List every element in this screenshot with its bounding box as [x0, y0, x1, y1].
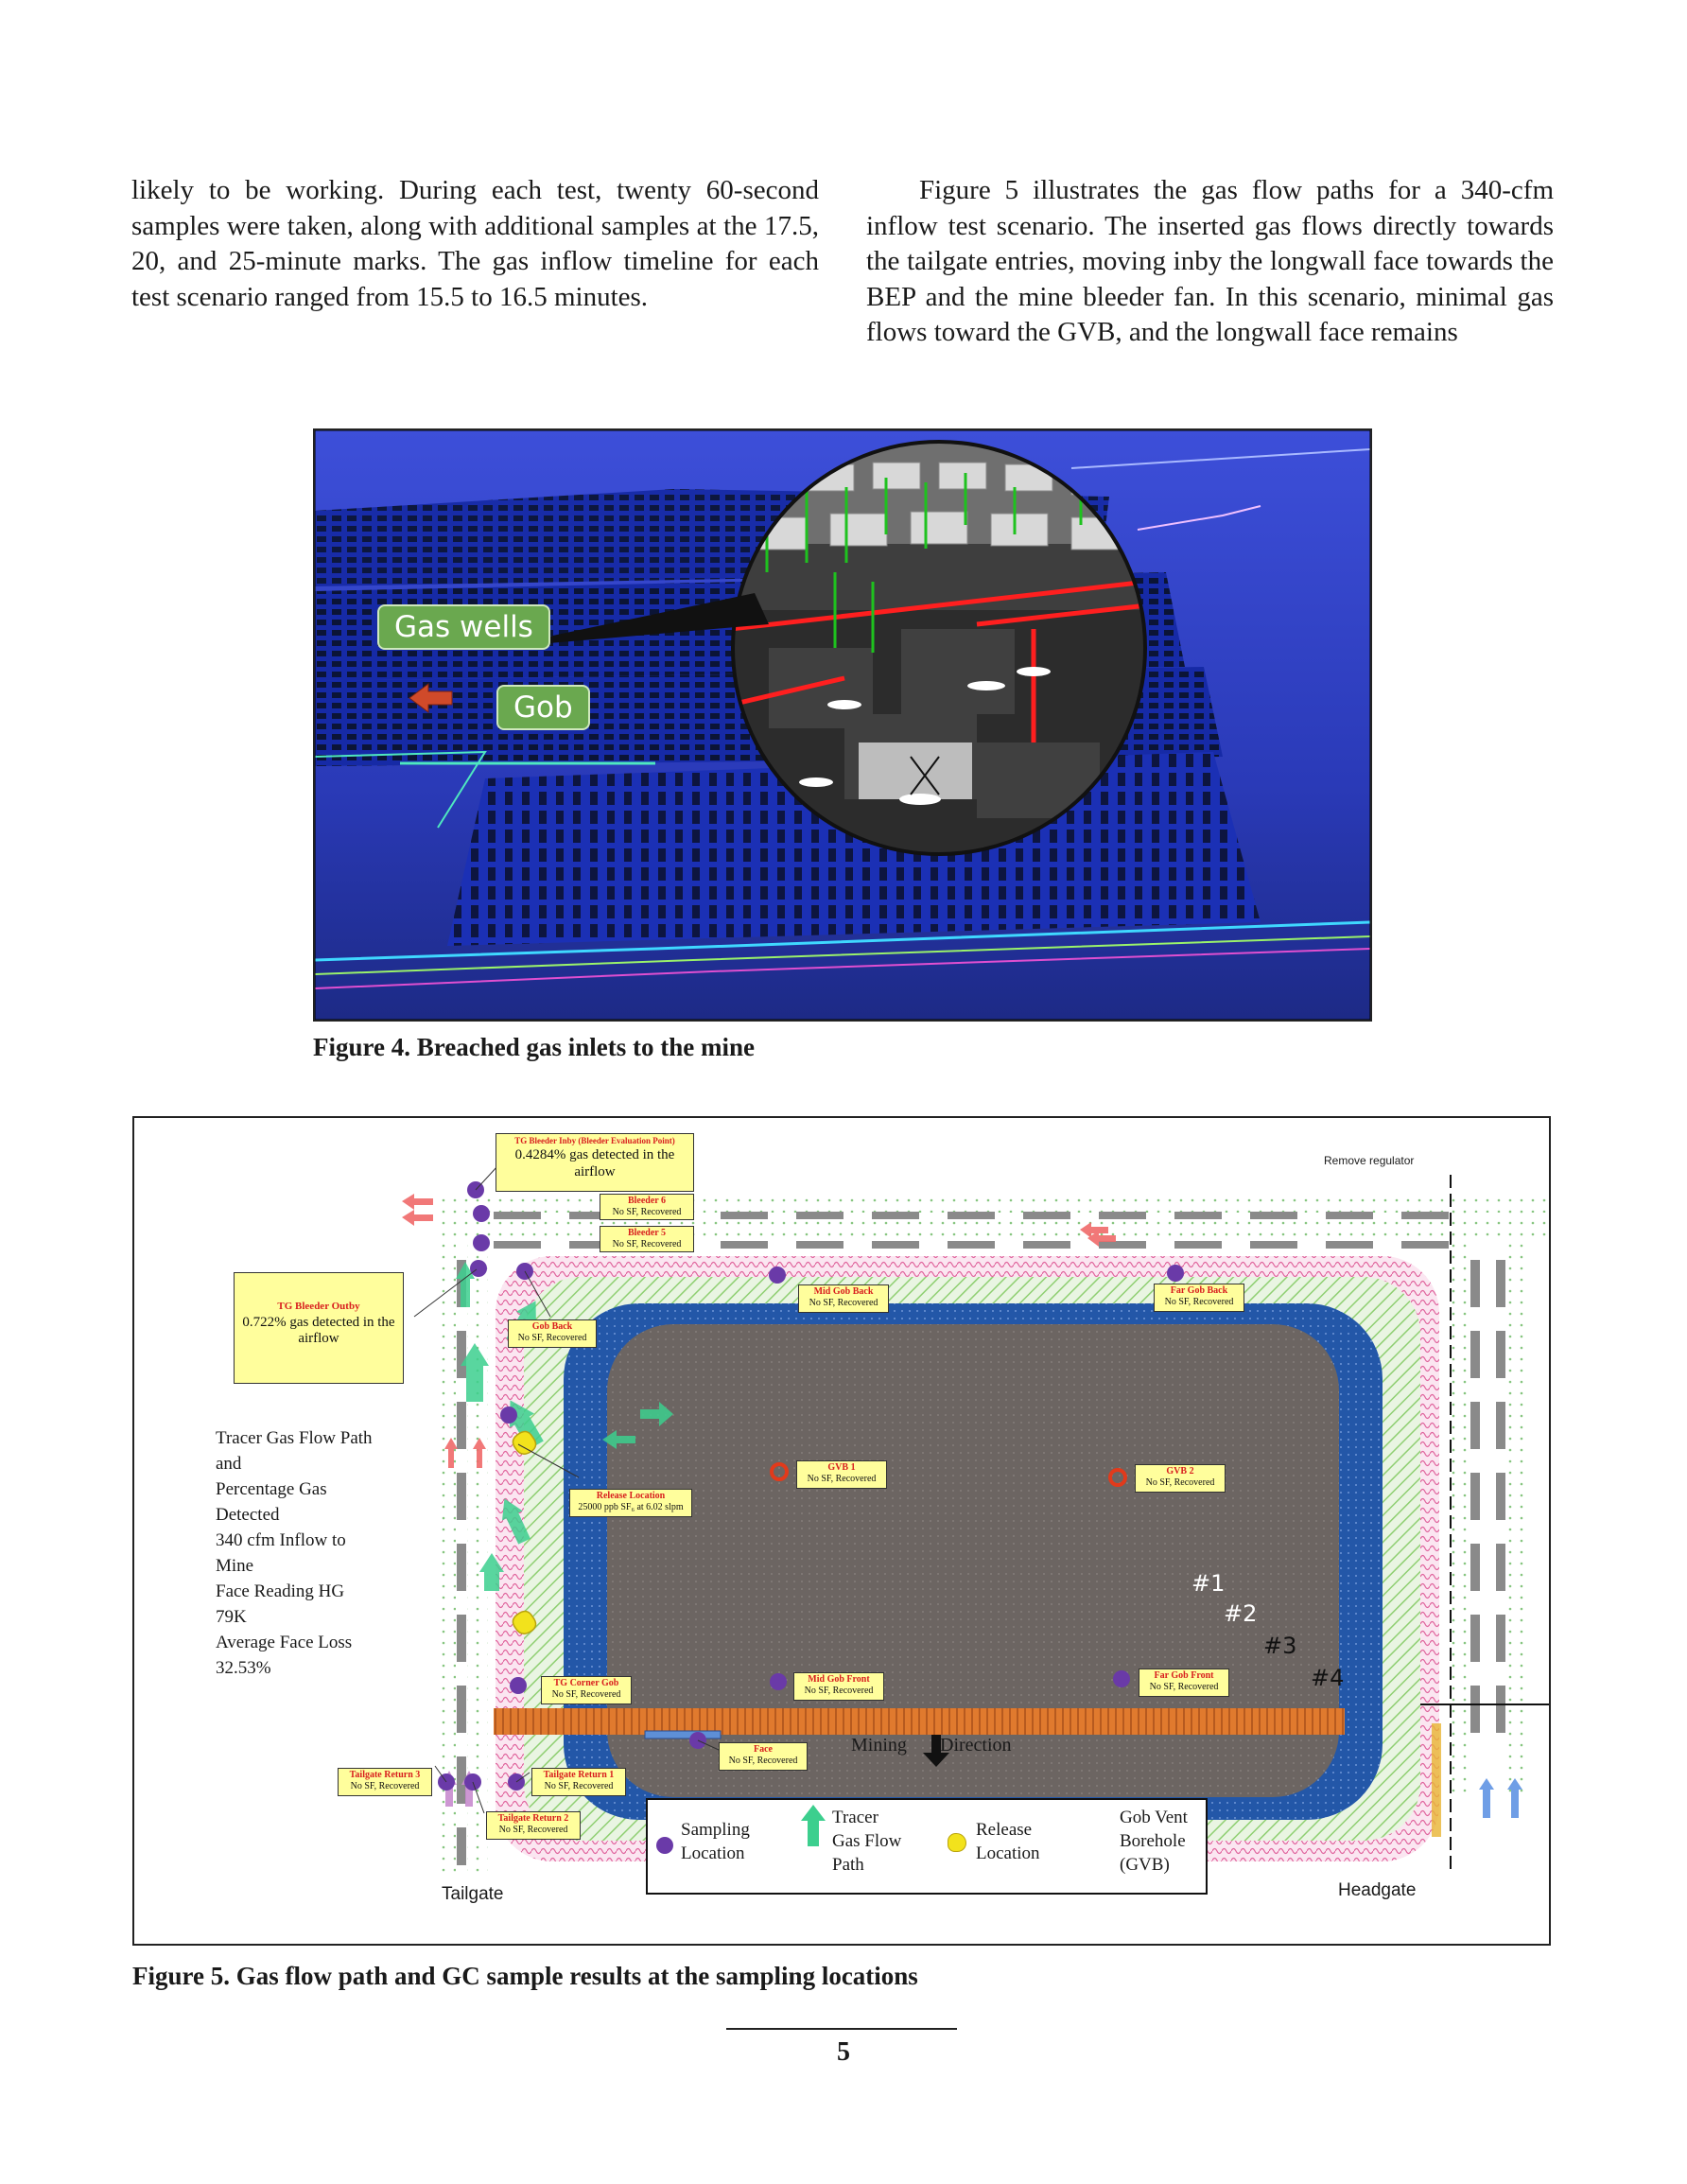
- gob-back-title: Gob Back: [531, 1321, 573, 1332]
- bleeder-5-body: No SF, Recovered: [612, 1239, 682, 1249]
- figure-4-render: [313, 428, 1372, 1022]
- tg-bleeder-outby-label: [234, 1272, 404, 1384]
- gvb-1-title: GVB 1: [827, 1462, 856, 1473]
- gvb-2-label: [1135, 1464, 1226, 1493]
- figure-5-caption: Figure 5. Gas flow path and GC sample results at the sampling locations: [132, 1962, 918, 1990]
- legend-gvb-label: Gob Vent Borehole (GVB): [1120, 1808, 1188, 1875]
- tailgate-return-3-title: Tailgate Return 3: [349, 1770, 421, 1780]
- figure-4-caption: Figure 4. Breached gas inlets to the mine: [313, 1033, 755, 1061]
- release-location-title: Release Location: [596, 1491, 666, 1501]
- tailgate-return-3-body: No SF, Recovered: [350, 1781, 420, 1791]
- far-gob-front-body: No SF, Recovered: [1149, 1682, 1219, 1692]
- mid-gob-front-title: Mid Gob Front: [808, 1674, 870, 1685]
- mid-gob-back-body: No SF, Recovered: [809, 1298, 878, 1308]
- legend-release-label: Release Location: [976, 1820, 1040, 1863]
- tg-corner-gob-label: [541, 1676, 632, 1704]
- far-gob-front-title: Far Gob Front: [1154, 1670, 1214, 1681]
- tg-corner-gob-body: No SF, Recovered: [551, 1689, 621, 1700]
- tg-bleeder-inby-body: 0.4284% gas detected in the airflow: [514, 1147, 675, 1179]
- bleeder-6-body: No SF, Recovered: [612, 1207, 682, 1217]
- mid-gob-front-label: [793, 1672, 884, 1701]
- tailgate-return-1-body: No SF, Recovered: [544, 1781, 614, 1791]
- bleeder-5-title: Bleeder 5: [627, 1228, 667, 1238]
- tg-bleeder-inby-title: TG Bleeder Inby (Bleeder Evaluation Point): [514, 1136, 675, 1145]
- face-body: No SF, Recovered: [728, 1756, 798, 1766]
- mining-label: Mining: [851, 1735, 907, 1756]
- bleeder-6-label: [600, 1194, 694, 1220]
- legend-release-marker: [948, 1833, 966, 1852]
- gob-callout: Gob: [496, 685, 590, 730]
- gob-back-label: [508, 1319, 597, 1348]
- body-text-left: likely to be working. During each test, twenty 60-second samples were taken, along with additional samples at the 17.5, 20, and 25-minute marks. The gas inflow timeline for each test scenario ranged from 15.5 to 16.5 minutes.: [131, 175, 819, 312]
- figure-5: [132, 1116, 1551, 1946]
- legend-sampling-label: Sampling Location: [681, 1820, 750, 1863]
- face-label: [719, 1742, 808, 1771]
- tg-bleeder-outby-title: TG Bleeder Outby: [277, 1301, 360, 1312]
- remove-regulator-note: Remove regulator: [1324, 1154, 1415, 1167]
- body-text-right: Figure 5 illustrates the gas flow paths for a 340-cfm inflow test scenario. The inserted gas flows directly towards the tailgate entries, moving inby the longwall face towards the BEP and the mine bleeder fan. In this scenario, minimal gas flows toward the GVB, and the longwall face remains: [866, 175, 1554, 347]
- tailgate-return-1-title: Tailgate Return 1: [543, 1770, 615, 1780]
- direction-label: Direction: [940, 1735, 1012, 1756]
- far-gob-back-title: Far Gob Back: [1170, 1285, 1228, 1296]
- tailgate-return-2-title: Tailgate Return 2: [497, 1813, 569, 1824]
- gvb-2-title: GVB 2: [1166, 1466, 1194, 1476]
- tailgate-return-1-label: [531, 1768, 626, 1796]
- scenario-note: Tracer Gas Flow Path and Percentage Gas Detected 340 cfm Inflow to Mine Face Reading HG 79K Average Face Loss 32.53%: [216, 1428, 373, 1678]
- tailgate-label: Tailgate: [442, 1884, 504, 1904]
- zone-2-label: #2: [1224, 1600, 1258, 1627]
- zone-1-label: #1: [1191, 1570, 1226, 1597]
- tg-corner-gob-title: TG Corner Gob: [553, 1678, 619, 1688]
- release-location-body: 25000 ppb SF₆ at 6.02 slpm: [578, 1502, 684, 1512]
- far-gob-back-body: No SF, Recovered: [1164, 1297, 1234, 1307]
- mid-gob-front-body: No SF, Recovered: [804, 1686, 874, 1696]
- tailgate-return-2-body: No SF, Recovered: [498, 1825, 568, 1835]
- footer-rule: [726, 2028, 957, 2030]
- gas-wells-callout: Gas wells: [377, 604, 550, 650]
- mid-gob-back-title: Mid Gob Back: [813, 1286, 874, 1297]
- headgate-label: Headgate: [1338, 1880, 1417, 1900]
- legend-sampling-dot: [656, 1837, 673, 1854]
- gvb-1-label: [796, 1460, 887, 1489]
- figure-4-image: [315, 430, 1370, 1020]
- mid-gob-back-label: [798, 1284, 889, 1313]
- bleeder-6-title: Bleeder 6: [627, 1196, 667, 1206]
- legend-tracer-label: Tracer Gas Flow Path: [832, 1808, 902, 1875]
- gvb-1-body: No SF, Recovered: [807, 1474, 877, 1484]
- release-location-label: [569, 1489, 692, 1517]
- tailgate-return-3-label: [338, 1768, 432, 1796]
- zone-3-label: #3: [1263, 1633, 1297, 1659]
- far-gob-back-label: [1154, 1284, 1244, 1312]
- face-title: Face: [754, 1744, 773, 1755]
- gvb-2-body: No SF, Recovered: [1145, 1477, 1215, 1488]
- tg-bleeder-outby-body: 0.722% gas detected in the airflow: [242, 1315, 395, 1346]
- zone-4-label: #4: [1311, 1665, 1345, 1691]
- far-gob-front-label: [1139, 1669, 1229, 1697]
- bleeder-5-label: [600, 1226, 694, 1252]
- tg-bleeder-inby-label: [496, 1133, 694, 1192]
- tailgate-return-2-label: [486, 1811, 581, 1840]
- page-number: 5: [837, 2037, 850, 2067]
- gob-back-body: No SF, Recovered: [517, 1333, 587, 1343]
